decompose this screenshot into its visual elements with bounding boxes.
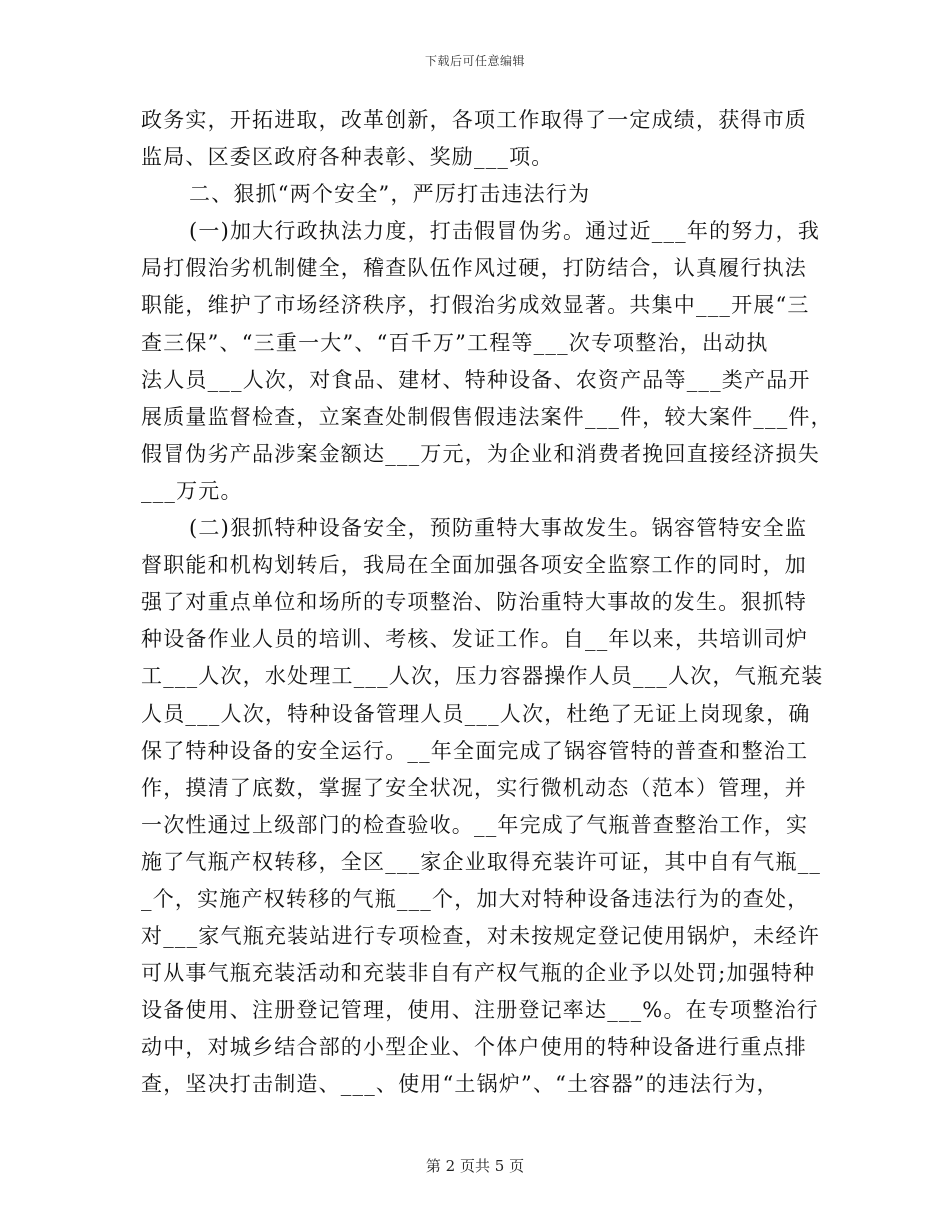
page-header-note: 下载后可任意编辑 (424, 54, 525, 68)
text-line: 督职能和机构划转后，我局在全面加强各项安全监察工作的同时，加 (141, 553, 807, 578)
text-line: 强了对重点单位和场所的专项整治、防治重特大事故的发生。狠抓特 (141, 590, 807, 615)
text-line: 查，坚决打击制造、___、使用“土锅炉”、“土容器”的违法行为， (141, 1072, 779, 1097)
document-body (141, 102, 833, 1104)
text-line: 人员___人次，特种设备管理人员___人次，杜绝了无证上岗现象，确 (141, 701, 811, 726)
text-line: 假冒伪劣产品涉案金额达___万元，为企业和消费者挽回直接经济损失 (141, 441, 820, 466)
text-line: 局打假治劣机制健全，稽查队伍作风过硬，打防结合，认真履行执法 (141, 256, 807, 281)
text-line: 作，摸清了底数，掌握了安全状况，实行微机动态（范本）管理，并 (141, 775, 807, 800)
text-line: 工___人次，水处理工___人次，压力容器操作人员___人次，气瓶充装 (141, 664, 824, 689)
text-line: 施了气瓶产权转移，全区___家企业取得充装许可证，其中自有气瓶__ (141, 849, 822, 874)
text-line: 政务实，开拓进取，改革创新，各项工作取得了一定成绩，获得市质 (141, 108, 807, 132)
text-line: 监局、区委区政府各种表彰、奖励___项。 (141, 145, 554, 170)
text-line: ___万元。 (141, 478, 243, 503)
text-line: 动中，对城乡结合部的小型企业、个体户使用的特种设备进行重点排 (141, 1035, 807, 1060)
paragraph-start-line: (一)加大行政执法力度，打击假冒伪劣。通过近___年的努力，我 (189, 219, 821, 244)
text-line: 查三保”、“三重一大”、“百千万”工程等___次专项整治，出动执 (141, 330, 769, 355)
text-line: 可从事气瓶充装活动和充装非自有产权气瓶的企业予以处罚;加强特种 (141, 961, 816, 986)
text-line: 展质量监督检查，立案查处制假售假违法案件___件，较大案件___件， (141, 404, 833, 429)
text-line: 一次性通过上级部门的检查验收。__年完成了气瓶普查整治工作，实 (141, 812, 809, 837)
text-line: 法人员___人次，对食品、建材、特种设备、农资产品等___类产品开 (141, 367, 811, 392)
text-line: 设备使用、注册登记管理，使用、注册登记率达___%。在专项整治行 (141, 998, 819, 1023)
text-line: 对___家气瓶充装站进行专项检查，对未按规定登记使用锅炉，未经许 (141, 924, 820, 949)
text-line: 保了特种设备的安全运行。__年全面完成了锅容管特的普查和整治工 (141, 738, 809, 763)
text-line: _个，实施产权转移的气瓶___个，加大对特种设备违法行为的查处， (141, 886, 810, 911)
page-number-footer: 第 2 页共 5 页 (425, 1157, 525, 1175)
paragraph-start-line: (二)狠抓特种设备安全，预防重特大事故发生。锅容管特安全监 (189, 516, 808, 541)
section-heading: 二、狠抓“两个安全”，严厉打击违法行为 (189, 182, 591, 207)
text-line: 职能，维护了市场经济秩序，打假治劣成效显著。共集中___开展“三 (141, 293, 810, 318)
text-line: 种设备作业人员的培训、考核、发证工作。自__年以来，共培训司炉 (141, 627, 809, 652)
